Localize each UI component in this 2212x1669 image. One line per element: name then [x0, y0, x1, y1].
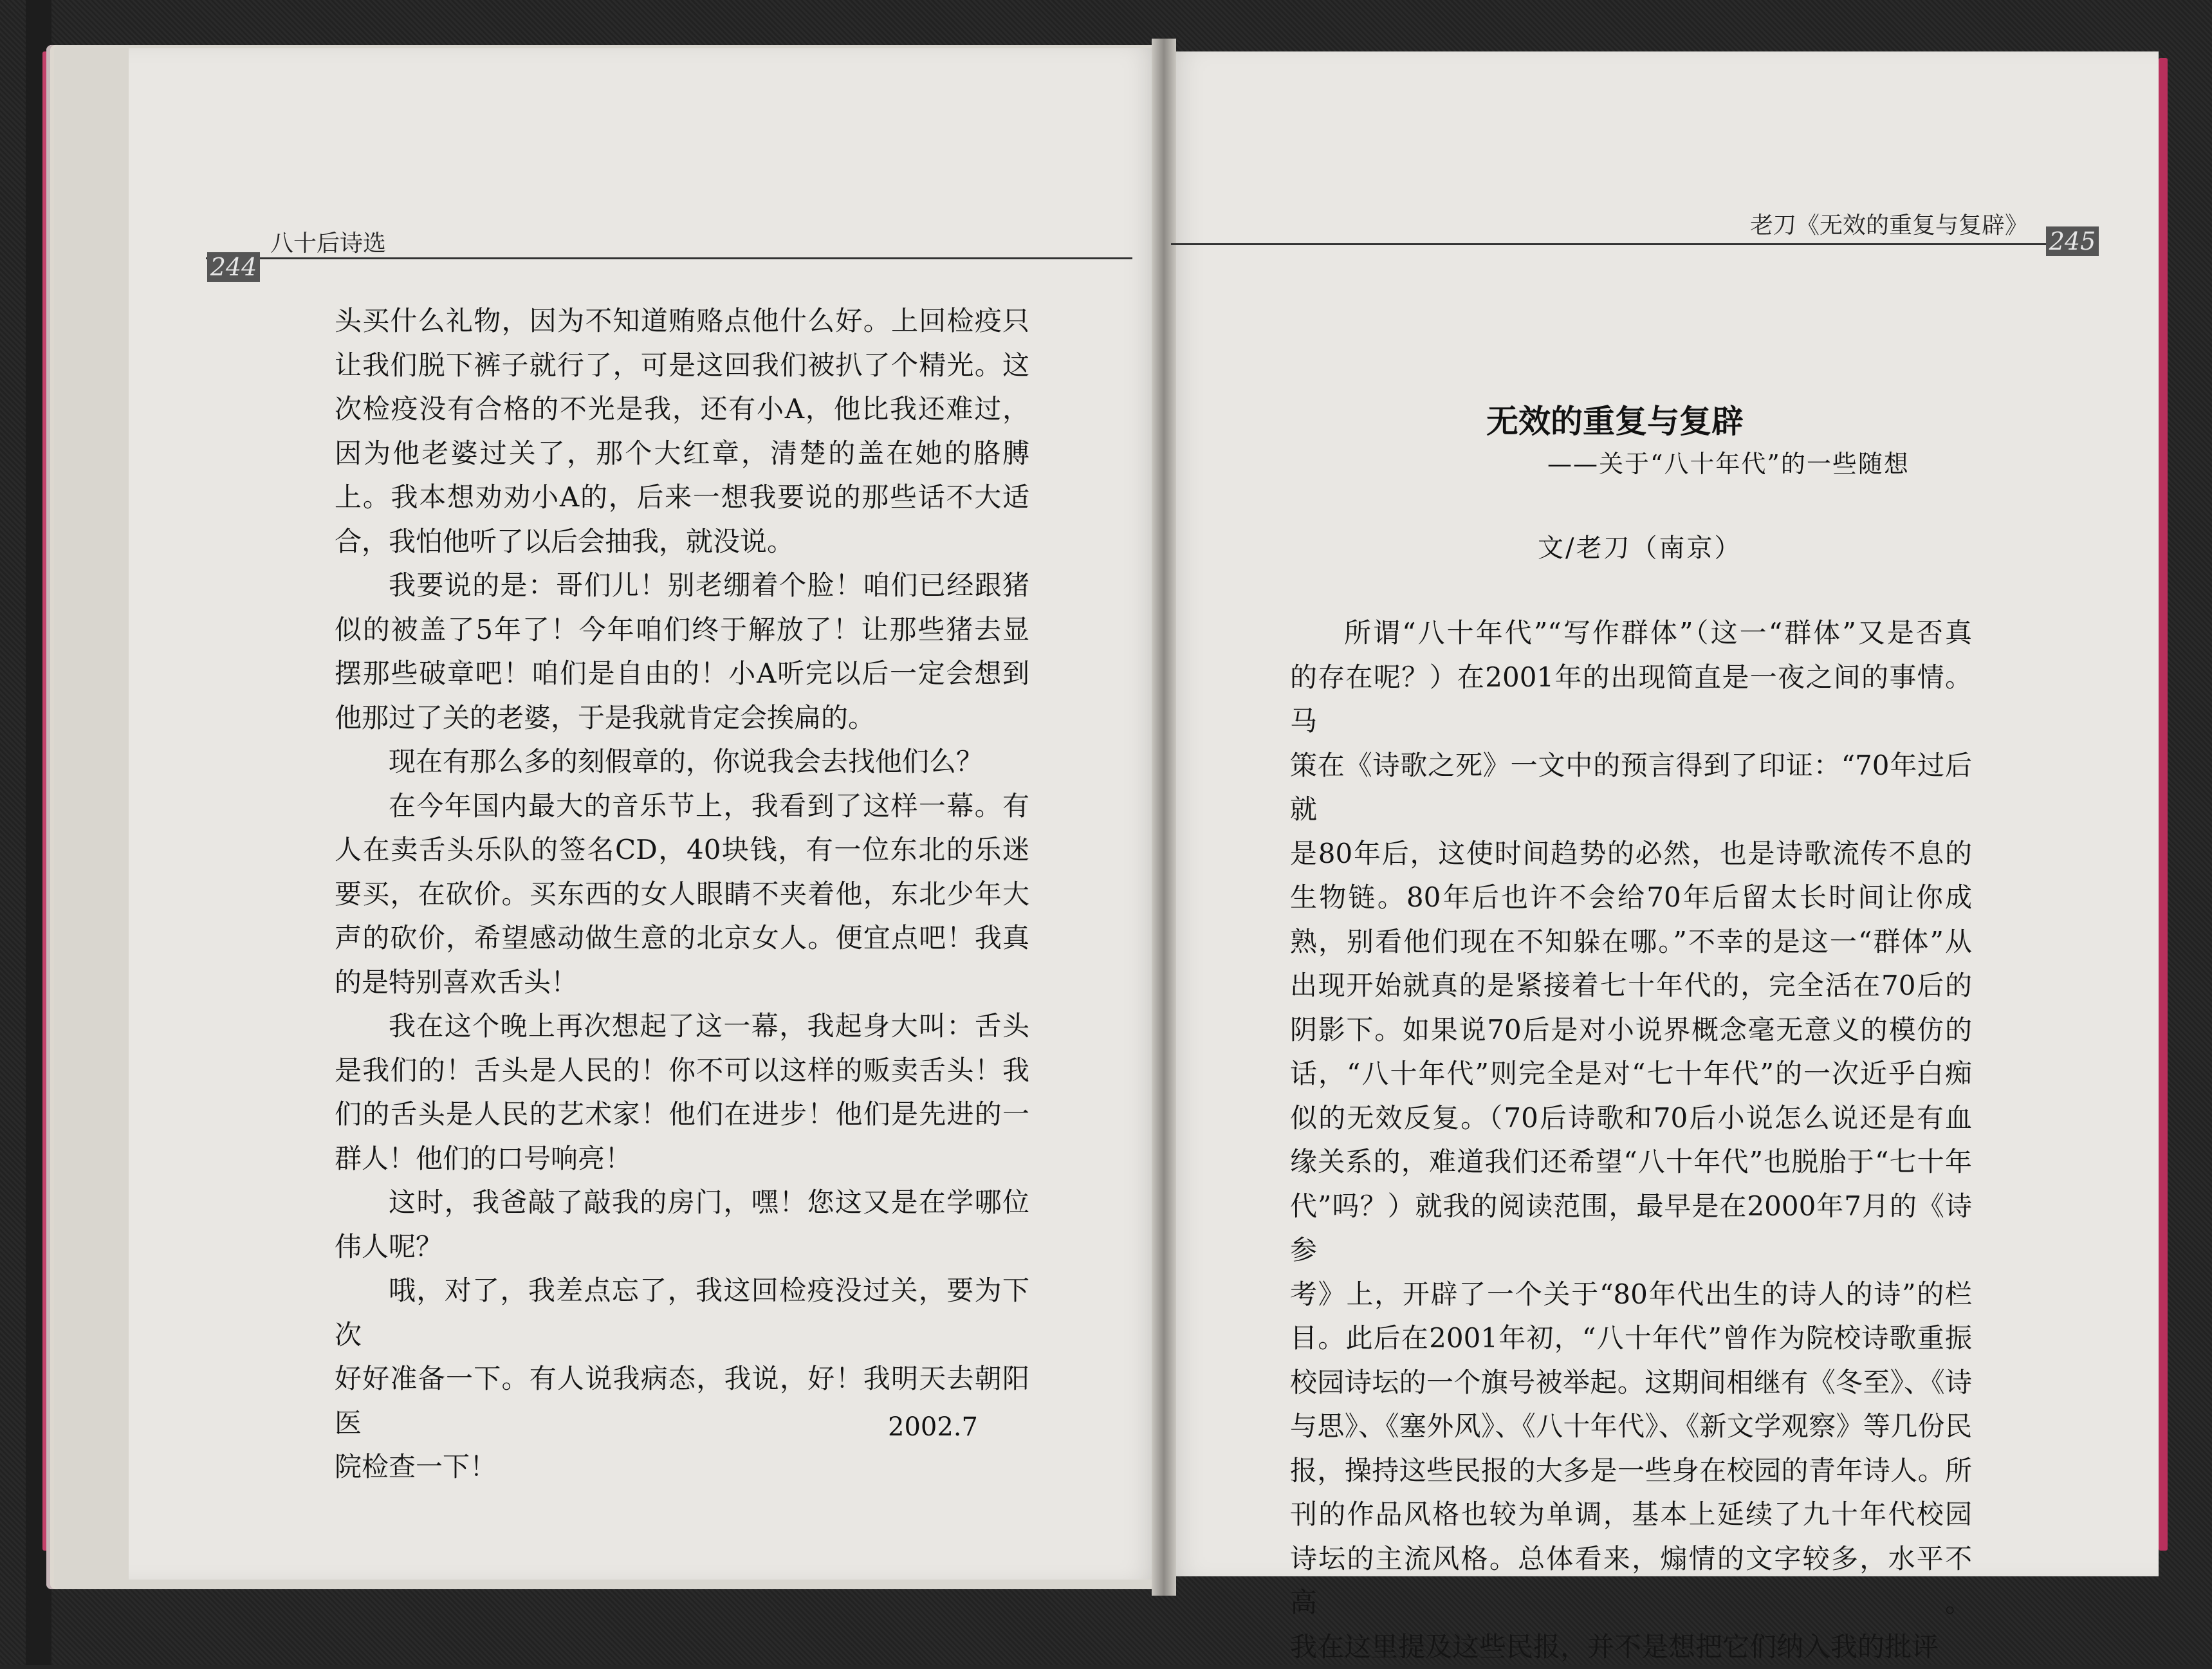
right-running-title: 老刀《无效的重复与复辟》 [1750, 207, 2028, 240]
text-line: 生物链。80年后也许不会给70年后留太长时间让你成 [1290, 876, 1972, 920]
left-body-text [335, 299, 1029, 1489]
article-date: 2002.7 [888, 1412, 978, 1442]
text-line: 让我们脱下裤子就行了，可是这回我们被扒了个精光。这 [335, 344, 1029, 388]
text-line: 考》上，开辟了一个关于“80年代出生的诗人的诗”的栏 [1290, 1273, 1972, 1317]
text-line: 诗坛的主流风格。总体看来，煽情的文字较多，水平不高。 [1290, 1537, 1972, 1625]
text-line: 所谓“八十年代”“写作群体”（这一“群体”又是否真 [1290, 611, 1972, 656]
text-line: 目。此后在2001年初，“八十年代”曾作为院校诗歌重振 [1290, 1316, 1972, 1361]
text-line: 要买，在砍价。买东西的女人眼睛不夹着他，东北少年大 [335, 872, 1029, 917]
text-line: 报，操持这些民报的大多是一些身在校园的青年诗人。所 [1290, 1449, 1972, 1493]
right-header-rule [1171, 243, 2097, 245]
text-line: 我在这个晚上再次想起了这一幕，我起身大叫：舌头 [335, 1004, 1029, 1049]
text-line: 话，“八十年代”则完全是对“七十年代”的一次近乎白痴 [1290, 1052, 1972, 1096]
text-line: 他那过了关的老婆，于是我就肯定会挨扁的。 [335, 696, 1029, 741]
right-page-number: 245 [2046, 226, 2099, 256]
text-line: 的是特别喜欢舌头！ [335, 961, 1029, 1005]
text-line: 出现开始就真的是紧接着七十年代的，完全活在70后的 [1290, 964, 1972, 1008]
text-line: 好好准备一下。有人说我病态，我说，好！我明天去朝阳医 [335, 1357, 1029, 1445]
text-line: 伟人呢？ [335, 1225, 1029, 1269]
text-line: 合，我怕他听了以后会抽我，就没说。 [335, 520, 1029, 564]
text-line: 摆那些破章吧！咱们是自由的！小A听完以后一定会想到 [335, 652, 1029, 696]
text-line: 刊的作品风格也较为单调，基本上延续了九十年代校园 [1290, 1493, 1972, 1537]
text-line: 校园诗坛的一个旗号被举起。这期间相继有《冬至》、《诗 [1290, 1361, 1972, 1405]
left-running-title: 八十后诗选 [270, 225, 386, 258]
text-line: 与思》、《塞外风》、《八十年代》、《新文学观察》等几份民 [1290, 1405, 1972, 1449]
text-line: 策在《诗歌之死》一文中的预言得到了印证：“70年过后就 [1290, 744, 1972, 832]
text-line: 哦，对了，我差点忘了，我这回检疫没过关，要为下次 [335, 1269, 1029, 1357]
article-title: 无效的重复与复辟 [1486, 396, 1744, 442]
book-gutter [1152, 39, 1176, 1596]
left-page-number: 244 [207, 252, 260, 282]
text-line: 是我们的！舌头是人民的！你不可以这样的贩卖舌头！我 [335, 1049, 1029, 1093]
text-line: 上。我本想劝劝小A的，后来一想我要说的那些话不大适 [335, 475, 1029, 520]
text-line: 群人！他们的口号响亮！ [335, 1137, 1029, 1181]
text-line: 我要说的是：哥们儿！别老绷着个脸！咱们已经跟猪 [335, 564, 1029, 608]
text-line: 似的无效反复。（70后诗歌和70后小说怎么说还是有血 [1290, 1096, 1972, 1141]
text-line: 的存在呢？）在2001年的出现简直是一夜之间的事情。马 [1290, 656, 1972, 744]
article-byline: 文/老刀（南京） [1538, 528, 1742, 564]
text-line: 们的舌头是人民的艺术家！他们在进步！他们是先进的一 [335, 1093, 1029, 1137]
text-line: 这时，我爸敲了敲我的房门，嘿！您这又是在学哪位 [335, 1181, 1029, 1225]
text-line: 阴影下。如果说70后是对小说界概念毫无意义的模仿的 [1290, 1008, 1972, 1053]
text-line: 声的砍价，希望感动做生意的北京女人。便宜点吧！我真 [335, 916, 1029, 961]
text-line: 头买什么礼物，因为不知道贿赂点他什么好。上回检疫只 [335, 299, 1029, 344]
text-line: 在今年国内最大的音乐节上，我看到了这样一幕。有 [335, 784, 1029, 829]
text-line: 代”吗？）就我的阅读范围，最早是在2000年7月的《诗参 [1290, 1185, 1972, 1273]
text-line: 院检查一下！ [335, 1445, 1029, 1489]
article-subtitle: ——关于“八十年代”的一些随想 [1547, 444, 1910, 479]
text-line: 人在卖舌头乐队的签名CD，40块钱，有一位东北的乐迷 [335, 828, 1029, 872]
text-line: 次检疫没有合格的不光是我，还有小A，他比我还难过， [335, 387, 1029, 432]
text-line: 现在有那么多的刻假章的，你说我会去找他们么？ [335, 740, 1029, 784]
text-line: 缘关系的，难道我们还希望“八十年代”也脱胎于“七十年 [1290, 1140, 1972, 1185]
right-body-text [1290, 611, 1972, 1669]
text-line: 因为他老婆过关了，那个大红章，清楚的盖在她的胳膊 [335, 432, 1029, 476]
text-line: 熟，别看他们现在不知躲在哪。”不幸的是这一“群体”从 [1290, 920, 1972, 964]
book-edge-right [2159, 58, 2168, 1551]
text-line: 似的被盖了5年了！今年咱们终于解放了！让那些猪去显 [335, 608, 1029, 652]
text-line: 是80年后，这使时间趋势的必然，也是诗歌流传不息的 [1290, 832, 1972, 876]
text-line: 我在这里提及这些民报，并不是想把它们纳入我的批评 [1290, 1625, 1972, 1669]
